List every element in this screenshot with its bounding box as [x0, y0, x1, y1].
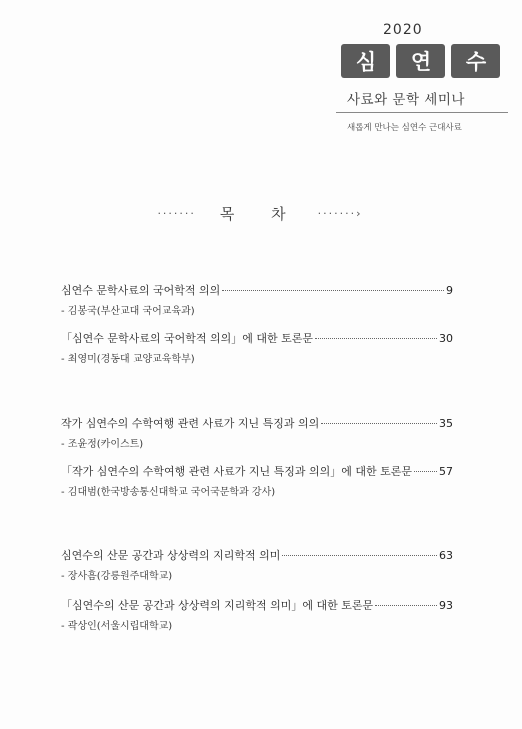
toc-entry-2[interactable]: [61, 330, 453, 365]
dot-leader: [315, 338, 437, 339]
toc-entry-page: 63: [439, 549, 453, 562]
toc-entry-page: 35: [439, 417, 453, 430]
dot-leader: [222, 290, 444, 291]
seminar-title: 사료와 문학 세미나: [347, 92, 465, 108]
toc-entry-title: 「작가 심연수의 수학여행 관련 사료가 지닌 특징과 의의」에 대한 토론문: [61, 465, 412, 478]
toc-entry-title: 심연수의 산문 공간과 상상력의 지리학적 의미: [61, 549, 281, 562]
toc-entry-line: [61, 330, 453, 346]
toc-entry-page: 9: [446, 284, 453, 297]
toc-entry-page: 93: [439, 599, 453, 612]
toc-entry-line: [61, 282, 453, 298]
toc-entry-line: [61, 415, 453, 431]
toc-entry-title: 「심연수 문학사료의 국어학적 의의」에 대한 토론문: [61, 332, 314, 345]
toc-entry-3[interactable]: [61, 415, 453, 450]
logo-char-1: 심: [341, 44, 390, 78]
seminar-tagline: 새롭게 만나는 심연수 근대사료: [347, 123, 462, 133]
dot-leader: [375, 605, 437, 606]
seminar-logo: [341, 44, 501, 78]
header-divider: [336, 112, 508, 113]
toc-entry-line: [61, 463, 453, 479]
toc-title: 목 차: [219, 204, 302, 223]
toc-entry-1[interactable]: [61, 282, 453, 317]
logo-char-3: 수: [451, 44, 500, 78]
toc-entry-title: 심연수 문학사료의 국어학적 의의: [61, 284, 221, 297]
toc-entry-author: - 최영미(경동대 교양교육학부): [61, 354, 195, 365]
year-label: 2020: [383, 22, 423, 38]
dot-leader: [321, 423, 437, 424]
toc-entry-title: 작가 심연수의 수학여행 관련 사료가 지닌 특징과 의의: [61, 417, 320, 430]
toc-entry-line: [61, 597, 453, 613]
toc-entry-page: 57: [439, 465, 453, 478]
toc-entry-author: - 장사흠(강릉원주대학교): [61, 571, 173, 582]
dot-leader: [282, 555, 437, 556]
toc-right-dots: ·······›: [317, 206, 363, 220]
toc-entry-author: - 김대범(한국방송통신대학교 국어국문학과 강사): [61, 487, 276, 498]
toc-entry-title: 「심연수의 산문 공간과 상상력의 지리학적 의미」에 대한 토론문: [61, 599, 374, 612]
toc-entry-author: - 조윤정(카이스트): [61, 439, 144, 450]
toc-entry-5[interactable]: [61, 547, 453, 582]
toc-left-dots: ·······: [157, 206, 196, 220]
logo-char-2: 연: [396, 44, 445, 78]
toc-entry-4[interactable]: [61, 463, 453, 498]
toc-entry-line: [61, 547, 453, 563]
dot-leader: [414, 471, 437, 472]
toc-entry-6[interactable]: [61, 597, 453, 632]
toc-entry-author: - 곽상인(서울시립대학교): [61, 621, 173, 632]
toc-entry-page: 30: [439, 332, 453, 345]
toc-entry-author: - 김봉국(부산교대 국어교육과): [61, 306, 195, 317]
toc-heading: [150, 203, 370, 223]
